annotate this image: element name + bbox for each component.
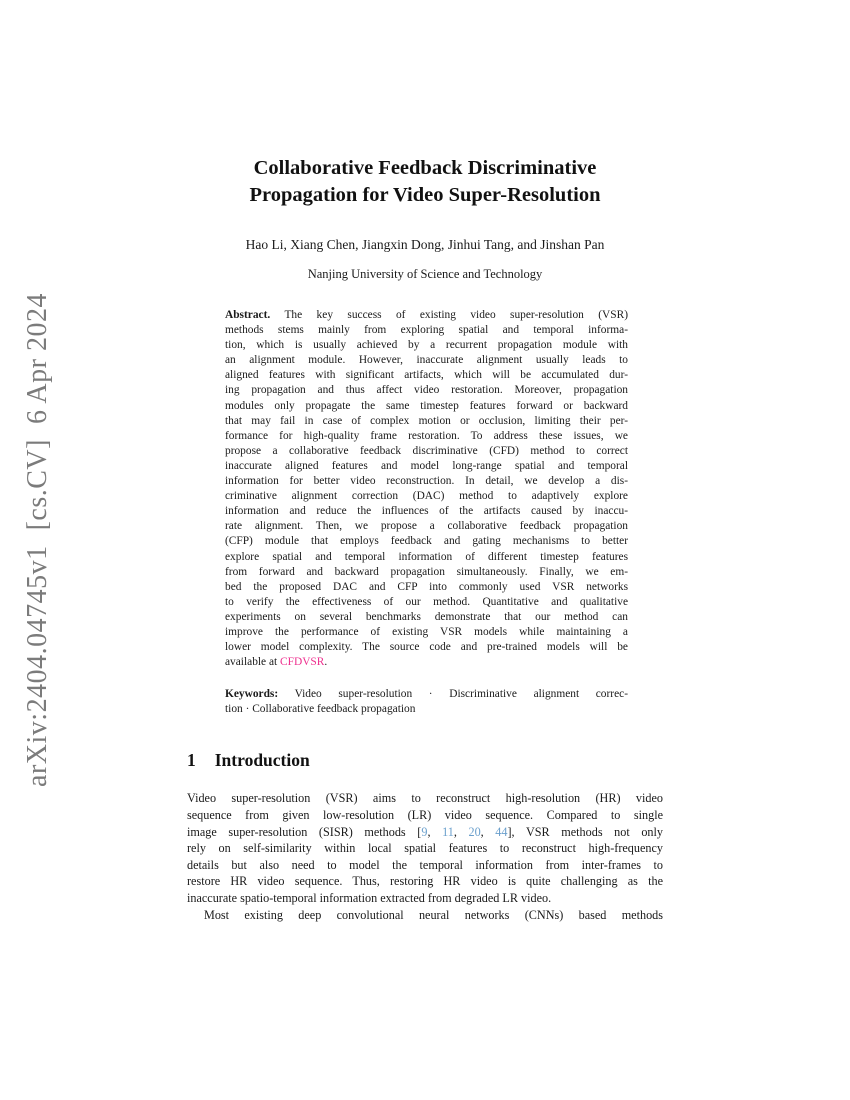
text-span: ,	[453, 824, 469, 839]
text-line: explore spatial and temporal information of different timestep features	[225, 550, 628, 563]
text-span: .	[324, 656, 328, 669]
section-heading-introduction	[187, 749, 663, 771]
text-line: inaccurate aligned features and model long-range spatial and temporal	[225, 459, 628, 472]
text-line: restore HR video sequence. Thus, restoring HR video is quite challenging as the	[187, 874, 663, 889]
code-link[interactable]: CFDVSR	[280, 656, 325, 669]
citation-link[interactable]: 11	[442, 824, 454, 839]
keywords-block	[225, 687, 628, 717]
text-line: information and reduce the influences of the artifacts caused by inaccu-	[225, 505, 628, 518]
text-line	[225, 308, 628, 323]
text-line: tion, which is usually achieved by a recurrent propagation module with	[225, 339, 628, 352]
text-line: sequence from given low-resolution (LR) video sequence. Compared to single	[187, 808, 663, 823]
text-line: rate alignment. Then, we propose a collaborative feedback propagation	[225, 520, 628, 533]
abstract-label: Abstract.	[225, 309, 271, 321]
text-line: to verify the effectiveness of our method. Quantitative and qualitative	[225, 595, 628, 608]
text-span: available at	[225, 656, 281, 669]
text-line: that may fail in case of complex motion or occlusion, limiting their per-	[225, 414, 628, 427]
text-line: propose a collaborative feedback discriminative (CFD) method to correct	[225, 444, 628, 457]
abstract-block	[225, 308, 628, 670]
paper-content	[187, 0, 663, 923]
keywords-label: Keywords:	[225, 688, 279, 701]
text-line: bed the proposed DAC and CFP into commonly used VSR networks	[225, 580, 628, 593]
text-line: criminative alignment correction (DAC) method to adaptively explore	[225, 490, 628, 503]
text-span: Video super-resolution · Discriminative alignment correc-	[278, 688, 628, 701]
text-line: modules only propagate the same timestep features forward or backward	[225, 399, 628, 412]
text-line: Most existing deep convolutional neural networks (CNNs) based methods	[204, 907, 663, 922]
text-line: improve the performance of existing VSR models while maintaining a	[225, 625, 628, 638]
citation-link[interactable]: 20	[468, 824, 481, 839]
section-title: Introduction	[214, 750, 310, 771]
text-span: ,	[427, 824, 443, 839]
paper-title	[187, 155, 663, 209]
text-span: ,	[480, 824, 496, 839]
text-line: experiments on several benchmarks demonstrate that our method can	[225, 610, 628, 623]
text-line: formance for high-quality frame restoration. To address these issues, we	[225, 429, 628, 442]
intro-paragraph-2	[187, 907, 663, 924]
intro-paragraph-1	[187, 790, 663, 906]
text-line: tion · Collaborative feedback propagation	[225, 703, 416, 716]
text-line: information for better video reconstruction. In detail, we develop a dis-	[225, 475, 628, 488]
authors-line: Hao Li, Xiang Chen, Jiangxin Dong, Jinhui Tang, and Jinshan Pan	[245, 237, 605, 252]
text-line: lower model complexity. The source code and pre-trained models will be	[225, 641, 628, 654]
text-line: Video super-resolution (VSR) aims to reconstruct high-resolution (HR) video	[187, 791, 663, 806]
text-line	[225, 655, 628, 670]
text-line	[187, 824, 663, 841]
text-line: an alignment module. However, inaccurate alignment usually leads to	[225, 354, 628, 367]
text-line: methods stems mainly from exploring spatial and temporal informa-	[225, 324, 628, 337]
section-number: 1	[187, 750, 196, 771]
text-line: inaccurate spatio-temporal information extracted from degraded LR video.	[187, 891, 552, 905]
text-line: (CFP) module that employs feedback and gating mechanisms to better	[225, 535, 628, 548]
introduction-body	[187, 790, 663, 923]
title-line-2: Propagation for Video Super-Resolution	[249, 184, 601, 206]
text-line: details but also need to model the temporal information from inter-frames to	[187, 857, 663, 872]
text-line: from forward and backward propagation simultaneously. Finally, we em-	[225, 565, 628, 578]
citation-link[interactable]: 44	[495, 824, 508, 839]
text-span: image super-resolution (SISR) methods [	[187, 824, 422, 839]
citation-link[interactable]: 9	[421, 824, 428, 839]
text-span: The key success of existing video super-resolution (VSR)	[270, 309, 628, 321]
title-line-1: Collaborative Feedback Discriminative	[253, 157, 597, 179]
text-line: aligned features with significant artifacts, which will be accumulated dur-	[225, 369, 628, 382]
text-line: ing propagation and thus affect video restoration. Moreover, propagation	[225, 384, 628, 397]
arxiv-watermark: arXiv:2404.04745v1 [cs.CV] 6 Apr 2024	[22, 293, 53, 787]
text-line: rely on self-similarity within local spatial features to reconstruct high-frequency	[187, 841, 663, 856]
affiliation-line: Nanjing University of Science and Technology	[307, 267, 543, 281]
text-line	[225, 687, 628, 702]
text-span: ], VSR methods not only	[507, 824, 663, 839]
